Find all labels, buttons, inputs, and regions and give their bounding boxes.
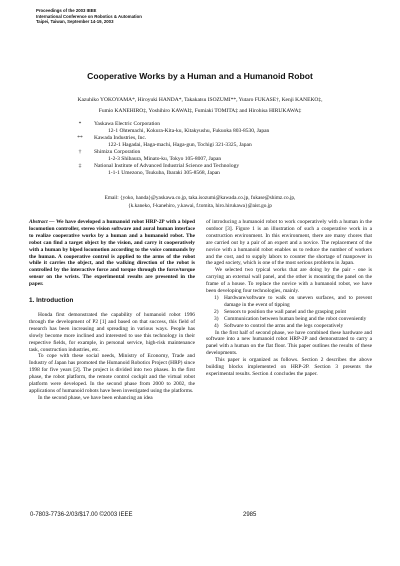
affiliation-name: National Institute of Advanced Industrial Science and Technology	[94, 163, 240, 169]
footer-isbn: 0-7803-7736-2/03/$17.00 ©2003 IEEE	[30, 512, 133, 518]
affiliation-mark: ‡	[78, 163, 82, 169]
right-column	[206, 219, 372, 378]
list-item	[206, 316, 372, 323]
list-number: 1)	[214, 294, 219, 301]
affiliation-mark: **	[77, 135, 83, 141]
list-text: Hardware/software to walk on uneven surfaces, and to prevent damage in the event of tipping	[224, 294, 372, 308]
paper-title: Cooperative Works by a Human and a Humanoid Robot	[87, 71, 313, 81]
affiliation	[74, 163, 374, 177]
abstract	[29, 219, 195, 288]
list-text: Communication between human being and the robot conveniently	[224, 315, 367, 322]
affiliation-list	[74, 121, 374, 177]
email-line: Email: {yoko, handa}@yaskawa.co.jp, taka.isozumi@kawada.co.jp, fukase@shimz.co.jp,	[104, 195, 296, 201]
list-item	[206, 323, 372, 330]
affiliation-address: 1-2-3 Shibaura, Minato-ku, Tokyo 105-8007, Japan	[108, 156, 222, 162]
page-number: 2985	[243, 512, 257, 518]
list-number: 2)	[214, 308, 219, 315]
list-number: 4)	[214, 322, 219, 329]
affiliation-address: 12-1 Ohtemachi, Kokura-Kita-ku, Kitakyushu, Fukuoka 803-8530, Japan	[108, 128, 270, 134]
author-line: Kazuhiko YOKOYAMA*, Hiroyuki HANDA*, Takakatsu ISOZUMI**, Yutaro FUKASE†, Kenji KANEKO‡,	[77, 97, 323, 103]
email-line: {k.kaneko, f-kanehiro, y.kawai, f.tomita, hiro.hirukawa}@aist.go.jp	[128, 203, 272, 210]
development-list	[206, 295, 372, 330]
list-item	[206, 295, 372, 309]
affiliation	[74, 135, 374, 149]
affiliation-address: 1-1-1 Umezono, Tsukuba, Ibaraki 305-8568, Japan	[108, 170, 220, 176]
abstract-text: We have developed a humanoid robot HRP-2P with a biped locomotion controller, stereo vision software and aural human interface to realize cooperative works by a human and a humanoid robot. The robot can find a target object by the vision, and carry it cooperatively with a human by biped locomotion according to the voice commands by the human. A cooperative control is applied to the arms of the robot while it carries the object, and the walking direction of the robot is controlled by the interactive force and torque through the force/torque sensor on the wrists. The experimental results are presented in the paper.	[29, 219, 195, 288]
proceedings-header	[36, 8, 256, 25]
abstract-lead: Abstract —	[29, 219, 55, 225]
list-number: 3)	[214, 315, 219, 322]
affiliation-name: Kawada Industries, Inc.	[94, 135, 147, 141]
affiliation-name: Yaskawa Electric Corporation	[94, 121, 161, 127]
body-paragraph: To cope with these social needs, Ministry of Economy, Trade and Industry of Japan has promoted the Humanoid Robotics Project (HRP) since 1998 for five years [2]. The project is divided into two phases. In the first phase, the robot platform, the remote control cockpit and the virtual robot platform were developed. In the second phase from 2000 to 2002, the applications of humanoid robots have been investigated using the platforms.	[29, 353, 195, 394]
section-heading: 1. Introduction	[29, 297, 74, 305]
author-list	[30, 95, 370, 116]
affiliation-mark: *	[78, 121, 82, 127]
proceedings-line: Taipei, Taiwan, September 14-19, 2003	[36, 19, 114, 25]
affiliation-mark: †	[78, 149, 82, 155]
body-paragraph: of introducing a humanoid robot to work cooperatively with a human in the outdoor [3]. Figure 1 is an illustration of such a cooperative work in a construction environment. In this environment, there are many chores that are carried out by a pair of an expert and a novice. The replacement of the novice with a humanoid robot enables us to reduce the number of workers and the cost, and to supply labors to counter the shortage of manpower in the aged society, which is one of the most serious problems in Japan.	[206, 219, 372, 267]
left-column	[29, 219, 195, 402]
list-item	[206, 309, 372, 316]
body-paragraph: We selected two typical works that are doing by the pair - one is carrying an external wall panel, and the other is mounting the panel on the frame of a house. To replace the novice with a humanoid robot, we have been developing four technologies, mainly.	[206, 267, 372, 295]
proceedings-line: International Conference on Robotics & Automation	[36, 13, 142, 19]
affiliation	[74, 121, 374, 135]
body-paragraph: Honda first demonstrated the capability of humanoid robot 1996 through the development of P2 [1] and based on that success, this field of research has been increasing and spreading in various ways. People has slowly become more inclined and interested to use this technology in their respective fields, for example, in personal service, high-risk maintenance task, construction industries, etc.	[29, 311, 195, 353]
affiliation-name: Shimizu Corporation	[94, 149, 141, 155]
email-block	[30, 194, 370, 210]
body-paragraph: In the first half of second phase, we have combined these hardware and software into a new humanoid robot HRP-2P and demonstrated to carry a panel with a human on the flat floor. This paper outlines the results of these developments.	[206, 329, 372, 357]
author-line: Fumio KANEHIRO‡, Yoshihiro KAWAI‡, Fumiaki TOMITA‡ and Hirohisa HIRUKAWA‡	[98, 107, 302, 114]
proceedings-line: Proceedings of the 2003 IEEE	[36, 8, 97, 13]
affiliation-address: 122-1 Hagadai, Haga-machi, Haga-gun, Tochigi 321-3325, Japan	[108, 142, 252, 148]
affiliation	[74, 149, 374, 163]
body-paragraph: This paper is organized as follows. Section 2 describes the above building blocks implemented on HRP-2P. Section 3 presents the experimental results. Section 4 concludes the paper.	[206, 357, 372, 377]
list-text: Sensors to position the wall panel and the grasping point	[224, 308, 347, 315]
body-paragraph: In the second phase, we have been enhancing an idea	[38, 394, 153, 401]
list-text: Software to control the arms and the legs cooperatively	[224, 322, 344, 329]
